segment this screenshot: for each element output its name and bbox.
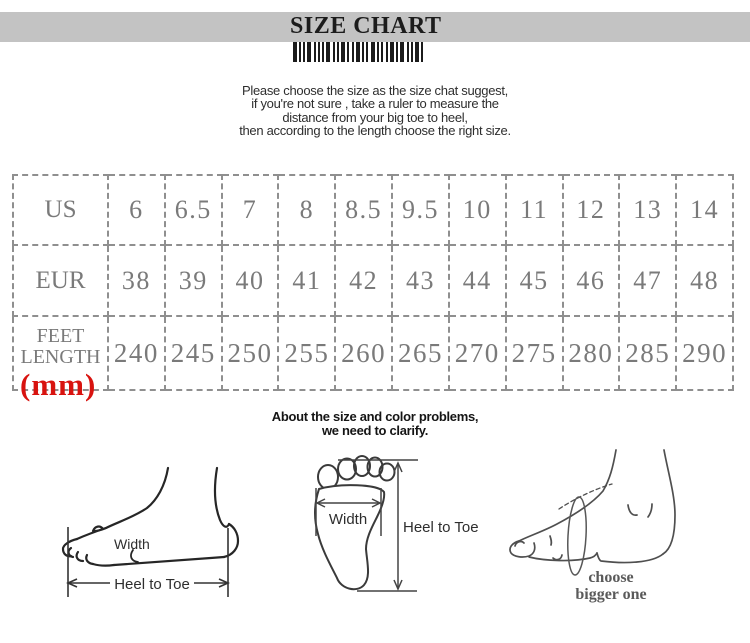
- size-cell: 14: [676, 175, 733, 245]
- clarify-line: we need to clarify.: [321, 423, 429, 438]
- size-cell: 46: [563, 245, 620, 316]
- intro-line: distance from your big toe to heel,: [282, 109, 468, 125]
- size-table: [12, 174, 734, 391]
- page-title: SIZE CHART: [290, 13, 442, 39]
- size-cell: 285: [619, 316, 676, 390]
- size-cell: 6.5: [165, 175, 222, 245]
- heel-to-toe-label: Heel to Toe: [114, 576, 190, 593]
- size-cell: 6: [108, 175, 165, 245]
- size-cell: 8: [278, 175, 335, 245]
- clarify-text: [0, 410, 750, 438]
- size-cell: 245: [165, 316, 222, 390]
- size-cell: 8.5: [335, 175, 392, 245]
- size-cell: 270: [449, 316, 506, 390]
- size-cell: 10: [449, 175, 506, 245]
- size-cell: 13: [619, 175, 676, 245]
- size-cell: 280: [563, 316, 620, 390]
- foot-sole-view-diagram: [285, 448, 485, 613]
- heel-to-toe-label: Heel to Toe: [403, 519, 479, 536]
- size-cell: 250: [222, 316, 279, 390]
- size-cell: 41: [278, 245, 335, 316]
- fit-note-line2: bigger one: [575, 586, 647, 603]
- size-cell: 45: [506, 245, 563, 316]
- intro-line: Please choose the size as the size chat suggest,: [242, 83, 508, 98]
- size-cell: 275: [506, 316, 563, 390]
- size-cell: 48: [676, 245, 733, 316]
- barcode-icon: [293, 42, 424, 62]
- foot-side-outline: [63, 468, 238, 566]
- fit-note-line1: choose: [588, 569, 634, 586]
- width-label: Width: [328, 511, 368, 528]
- size-cell: 43: [392, 245, 449, 316]
- size-cell: 12: [563, 175, 620, 245]
- foot-fit-outline: [510, 450, 675, 575]
- size-cell: 47: [619, 245, 676, 316]
- table-row: [13, 175, 733, 245]
- intro-text: [0, 84, 750, 138]
- table-row: [13, 245, 733, 316]
- row-header: FEET LENGTH: [13, 316, 108, 390]
- clarify-line: About the size and color problems,: [271, 409, 479, 424]
- intro-line: if you're not sure , take a ruler to measure the: [251, 96, 499, 112]
- size-cell: 255: [278, 316, 335, 390]
- size-cell: 42: [335, 245, 392, 316]
- row-header: US: [13, 175, 108, 245]
- size-cell: 40: [222, 245, 279, 316]
- size-cell: 39: [165, 245, 222, 316]
- intro-line: then according to the length choose the right size.: [239, 123, 511, 139]
- table-row: [13, 316, 733, 390]
- size-cell: 38: [108, 245, 165, 316]
- feet-length-unit-label: (mm): [20, 367, 97, 402]
- size-cell: 7: [222, 175, 279, 245]
- width-label: Width: [114, 536, 150, 552]
- size-cell: 44: [449, 245, 506, 316]
- size-cell: 9.5: [392, 175, 449, 245]
- size-cell: 11: [506, 175, 563, 245]
- size-cell: 265: [392, 316, 449, 390]
- foot-side-view-diagram: [30, 450, 260, 610]
- size-cell: 260: [335, 316, 392, 390]
- size-cell: 290: [676, 316, 733, 390]
- foot-fit-diagram: [495, 445, 695, 610]
- title-block: [290, 13, 442, 62]
- size-cell: 240: [108, 316, 165, 390]
- row-header: EUR: [13, 245, 108, 316]
